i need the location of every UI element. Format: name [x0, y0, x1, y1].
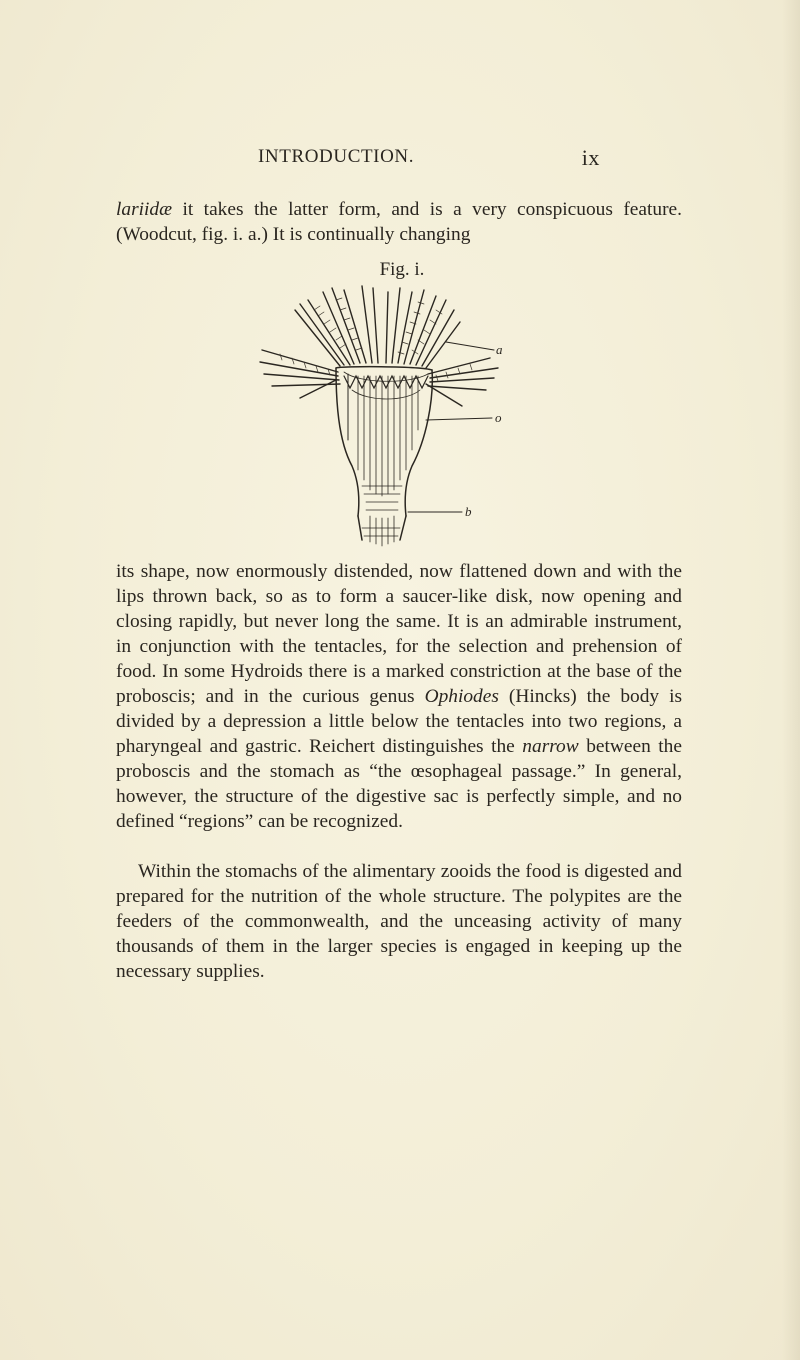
mouth-rim [344, 376, 428, 388]
figure-caption: Fig. i. [379, 259, 425, 280]
figure-label-o: o [495, 410, 502, 425]
italic-term: narrow [522, 736, 579, 757]
page-edge-shadow [782, 0, 800, 1360]
paragraph-text: Within the stomachs of the alimentary zooids the food is digested and prepared for the nutrition of the whole structure. The polypites are the feeders of the commonwealth, and the unceasing activity of many thousands of them in the larger species is engaged in keeping up the necessary supplies. [116, 861, 682, 982]
hydroid-woodcut-figure [240, 280, 570, 560]
page-number: ix [581, 145, 600, 170]
tentacle-group [260, 286, 498, 406]
italic-genus-name: Ophiodes [424, 686, 499, 707]
paragraph [116, 859, 682, 984]
figure-label-a: a [496, 342, 503, 357]
italic-family-name: lariidæ [116, 199, 173, 220]
figure-label-b: b [465, 504, 472, 519]
paragraph-text: between the proboscis and the stomach as “the œsophageal passage.” In general, however, the structure of the digestive sac is perfectly simple, and no defined “regions” can be recognized. [116, 736, 682, 832]
pointer-line-o [426, 418, 492, 420]
paragraph-text: its shape, now enormously distended, now flattened down and with the lips thrown back, so as to form a saucer-like disk, now opening and closing rapidly, but never long the same. It is an admirable instrument, in conjunction with the tentacles, for the selection and prehension of food. In some Hydroids there is a marked constriction at the base of the proboscis; and in the curious genus [116, 561, 682, 707]
paragraph-text: it takes the latter form, and is a very conspicuous feature. (Woodcut, fig. i. a.) It is continually changing [116, 199, 682, 245]
paragraph-text: (Hincks) the body is divided by a depression a little below the tentacles into two regions, a pharyngeal and gastric. Reichert distinguishes the [116, 686, 682, 757]
running-title: INTRODUCTION. [258, 146, 415, 167]
paragraph [116, 559, 682, 834]
pointer-line-a [446, 342, 494, 350]
paragraph-continued [116, 197, 682, 247]
running-head [258, 146, 600, 172]
